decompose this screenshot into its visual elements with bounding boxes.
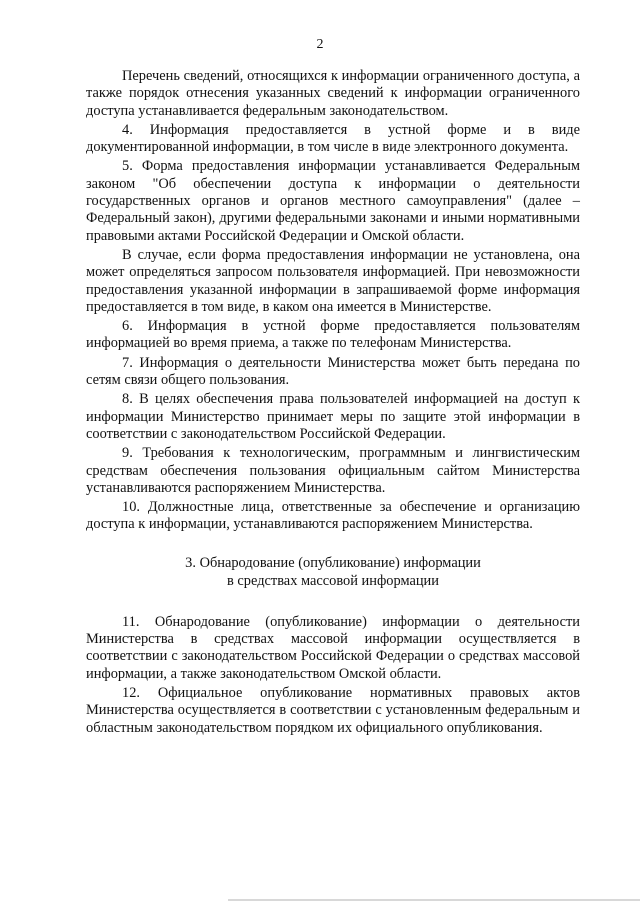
paragraph-restricted-info: Перечень сведений, относящихся к информации ограниченного доступа, а также порядок отнесения указанных сведений к информации ограниченного доступа устанавливается федеральным законодательством. xyxy=(86,68,580,119)
scan-edge-line xyxy=(228,899,640,901)
paragraph-8: 8. В целях обеспечения права пользователей информацией на доступ к информации Министерство принимает меры по защите этой информации в соответствии с законодательством Российской Федерации. xyxy=(86,391,580,442)
document-body xyxy=(86,68,580,737)
paragraph-10: 10. Должностные лица, ответственные за обеспечение и организацию доступа к информации, устанавливаются распоряжением Министерства. xyxy=(86,499,580,533)
paragraph-5: 5. Форма предоставления информации устанавливается Федеральным законом "Об обеспечении доступа к информации о деятельности государственных органов и органов местного самоуправления" (далее – Федеральный закон), другими федеральными законами и иными нормативными правовыми актами Российской Федерации и Омской области. xyxy=(86,158,580,244)
paragraph-5-continued: В случае, если форма предоставления информации не установлена, она может определяться запросом пользователя информацией. При невозможности предоставления указанной информации в запрашиваемой форме информация предоставляется в том виде, в каком она имеется в Министерстве. xyxy=(86,246,580,315)
section-heading-line-2: в средствах массовой информации xyxy=(227,572,439,589)
paragraph-6: 6. Информация в устной форме предоставляется пользователям информацией во время приема, а также по телефонам Министерства. xyxy=(86,318,580,352)
section-heading-line-1: 3. Обнародование (опубликование) информации xyxy=(185,554,481,571)
paragraph-9: 9. Требования к технологическим, программным и лингвистическим средствам обеспечения пользования официальным сайтом Министерства устанавливаются распоряжением Министерства. xyxy=(86,445,580,496)
paragraph-4: 4. Информация предоставляется в устной форме и в виде документированной информации, в том числе в виде электронного документа. xyxy=(86,121,580,156)
paragraph-12: 12. Официальное опубликование нормативных правовых актов Министерства осуществляется в соответствии с установленным федеральным и областным законодательством порядком их официального опубликования. xyxy=(86,684,580,736)
paragraph-7: 7. Информация о деятельности Министерства может быть передана по сетям связи общего пользования. xyxy=(86,354,580,389)
page-number: 2 xyxy=(316,37,324,52)
section-heading xyxy=(86,554,580,590)
paragraph-11: 11. Обнародование (опубликование) информации о деятельности Министерства в средствах массовой информации осуществляется в соответствии с законодательством Российской Федерации о средствах массовой информации, а также законодательством Омской области. xyxy=(86,613,580,682)
